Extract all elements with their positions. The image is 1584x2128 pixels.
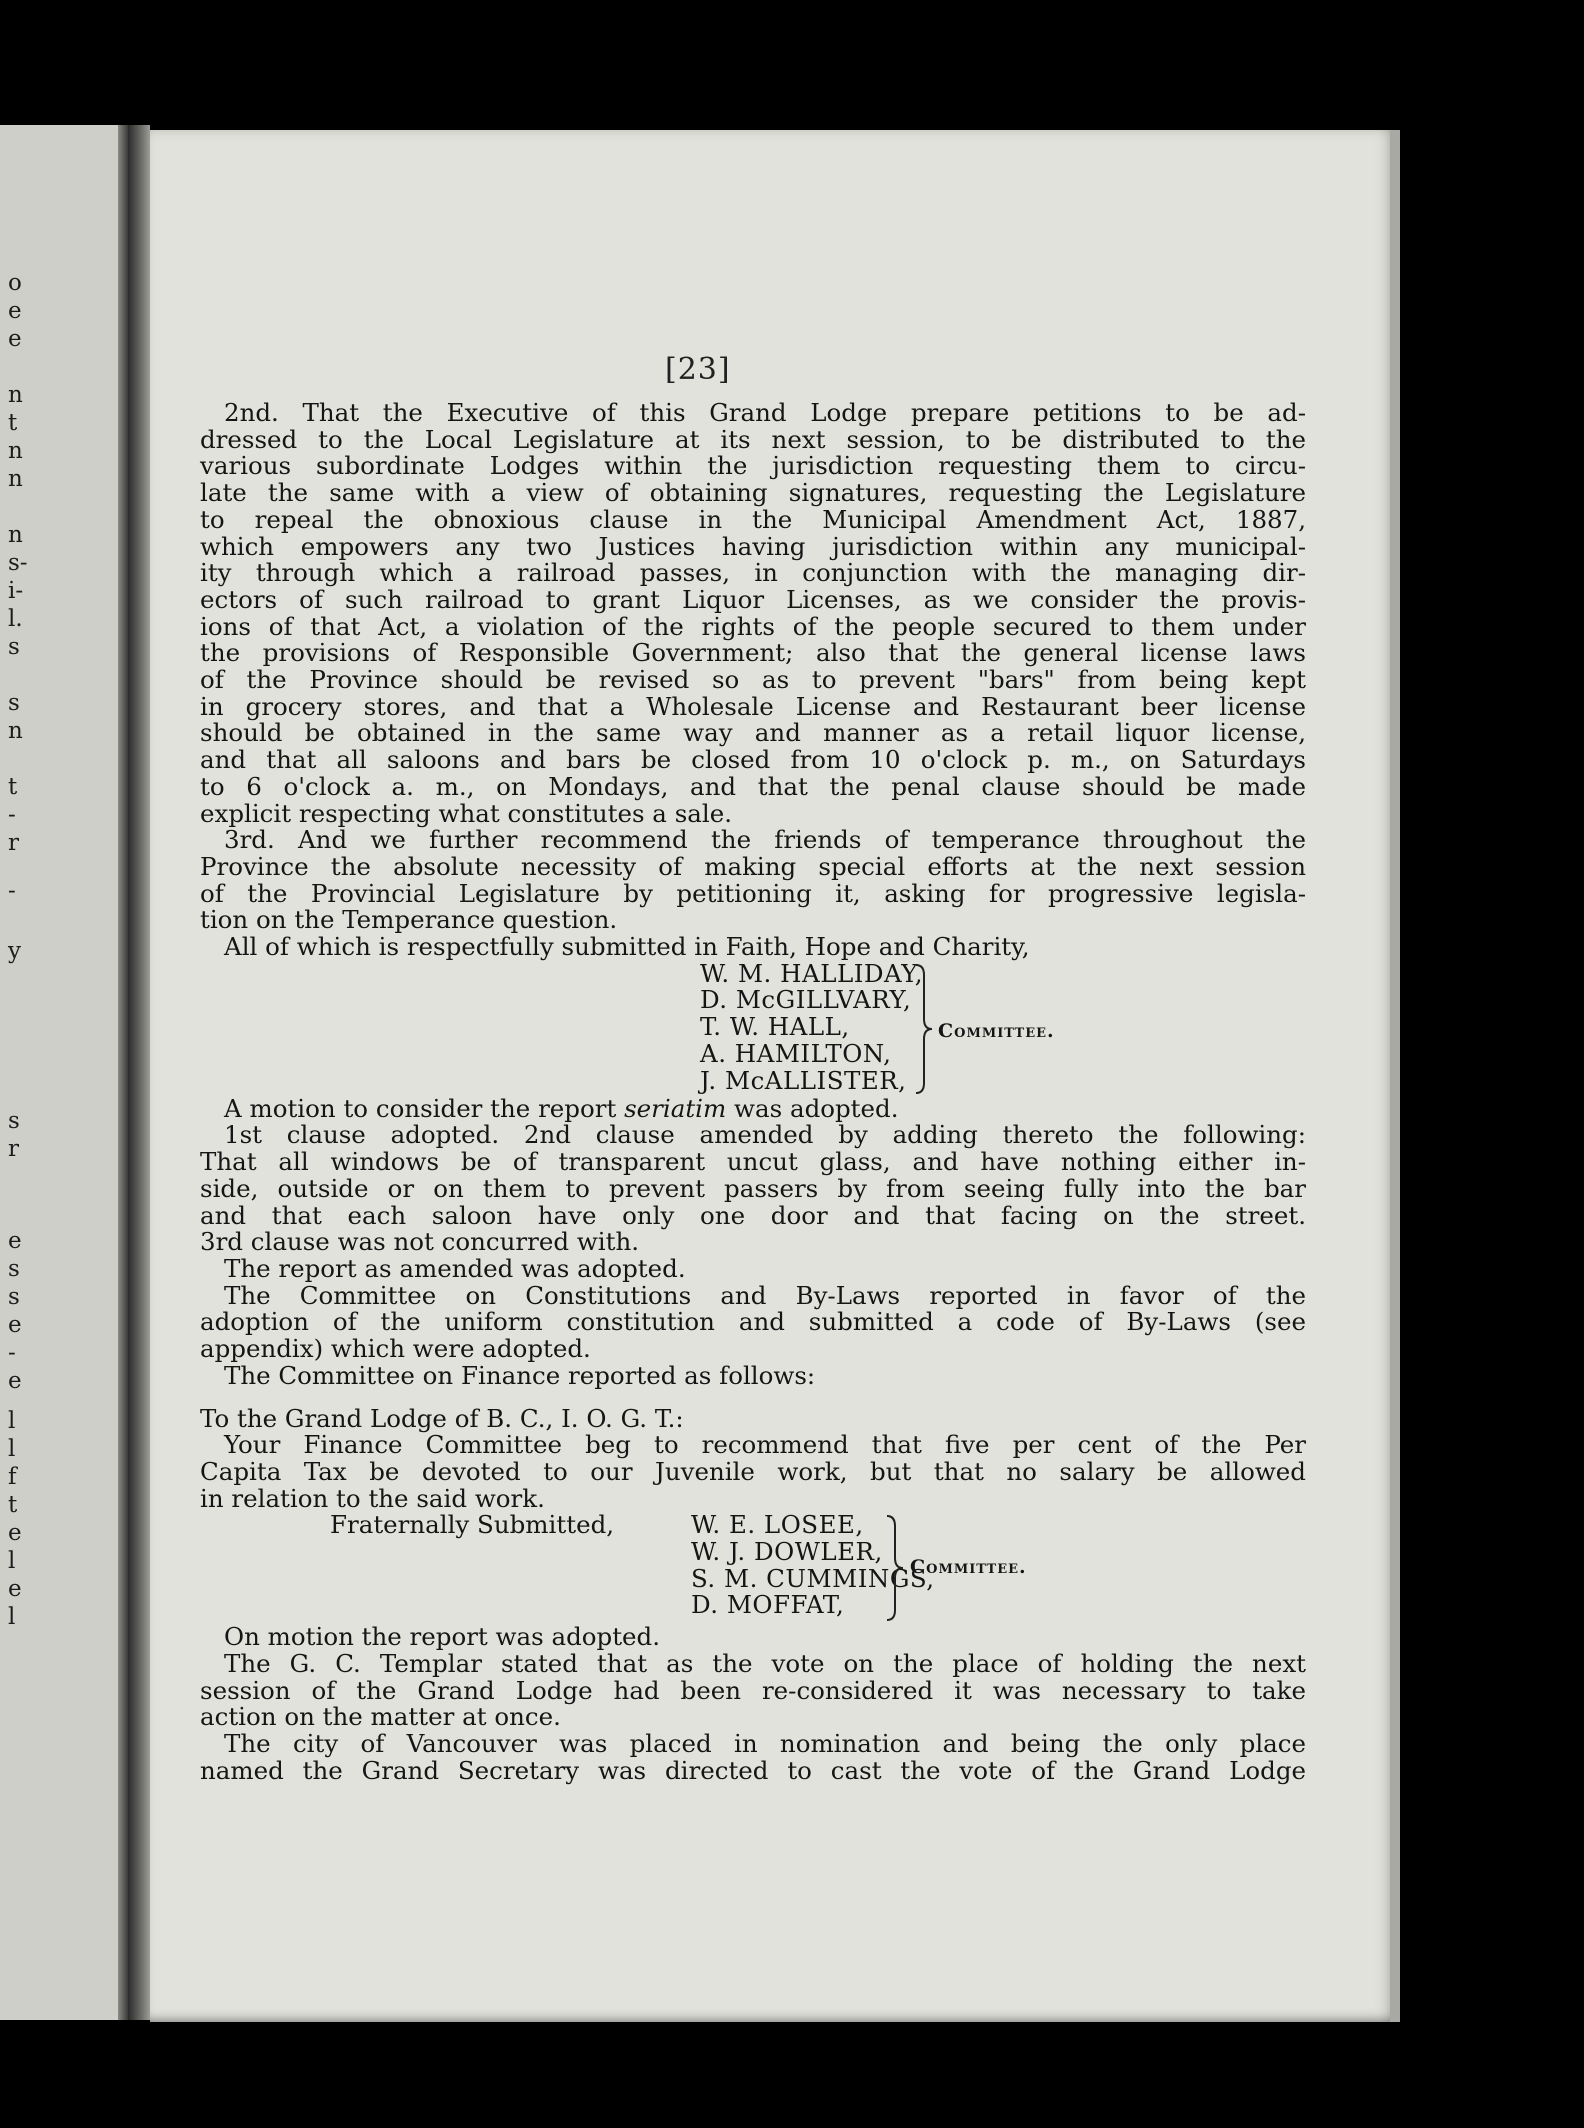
paragraph-templar [200,1651,1306,1731]
left-page-fragment: i- [8,578,24,604]
left-page-fragment: n [8,718,23,744]
left-page-fragment: - [8,802,16,828]
left-page-fragment: t [8,410,18,436]
left-page-fragment: r [8,830,19,856]
document-page [150,130,1400,2022]
left-page-fragment: o [8,270,22,296]
left-page-fragment: l [8,1604,16,1630]
templar-line: session of the Grand Lodge had been re-considered it was necessary to take [200,1675,1306,1705]
committee-member: T. W. HALL, [700,1012,850,1042]
clauses-line: 1st clause adopted. 2nd clause amended by adding thereto the following: [224,1120,1306,1150]
p2-line: of the Province should be revised so as to prevent "bars" from being kept [200,665,1306,695]
submitted-line [200,934,1306,961]
paragraph-finance [200,1432,1306,1512]
committee-member: S. M. CUMMINGS, [691,1563,935,1593]
templar-line: The G. C. Templar stated that as the vote on the place of holding the next [224,1649,1306,1679]
templar-line-last: action on the matter at once. [200,1702,561,1732]
p2-line: to 6 o'clock a. m., on Mondays, and that the penal clause should be made [200,771,1306,801]
motion-line [200,1093,1306,1123]
left-page-fragment: e [8,1312,22,1338]
left-page-margin [0,125,128,2020]
book-gutter [128,125,150,2020]
paragraph-vancouver [200,1731,1306,1784]
left-page-fragment: e [8,1520,22,1546]
left-page-fragment: t [8,1492,18,1518]
p2-line: ions of that Act, a violation of the rights of the people secured to them under [200,611,1306,641]
vancouver-line: named the Grand Secretary was directed to cast the vote of the Grand Lodge [200,1755,1306,1785]
p3-line: Province the absolute necessity of making special efforts at the next session [200,851,1306,881]
paragraph-second-clause [200,400,1306,827]
motion-italic: seriatim [624,1093,727,1123]
committee-signature-block-2 [200,1512,1306,1624]
motion-pre: A motion to consider the report [224,1093,625,1123]
vancouver-line: The city of Vancouver was placed in nomination and being the only place [224,1729,1306,1759]
committee-member: D. McGILLVARY, [700,985,912,1015]
paragraph-clauses [200,1122,1306,1256]
report-adopted-text: The report as amended was adopted. [224,1253,686,1283]
brace-icon [912,963,936,1095]
left-page-fragment: l [8,1436,16,1462]
left-page-fragment: n [8,522,23,548]
p2-line: in grocery stores, and that a Wholesale License and Restaurant beer license [200,691,1306,721]
p2-line: and that all saloons and bars be closed from 10 o'clock p. m., on Saturdays [200,745,1306,775]
p3-line: 3rd. And we further recommend the friends of temperance throughout the [224,825,1306,855]
p3-line: of the Provincial Legislature by petitioning it, asking for progressive legisla- [200,878,1306,908]
finance-line: Your Finance Committee beg to recommend that five per cent of the Per [224,1430,1306,1460]
left-page-fragment: s [8,690,20,716]
report-adopted [200,1253,1306,1283]
p2-line: ectors of such railroad to grant Liquor Licenses, as we consider the provis- [200,584,1306,614]
p2-line: late the same with a view of obtaining signatures, requesting the Legislature [200,478,1306,508]
paragraph-third-clause [200,827,1306,934]
left-page-fragment: e [8,1228,22,1254]
constitutions-line: The Committee on Constitutions and By-Laws reported in favor of the [224,1280,1306,1310]
finance-intro [200,1360,1306,1390]
committee-member: W. J. DOWLER, [691,1537,883,1567]
p2-line: ity through which a railroad passes, in conjunction with the managing dir- [200,558,1306,588]
left-page-fragment: l [8,1408,16,1434]
p2-line: dressed to the Local Legislature at its next session, to be distributed to the [200,424,1306,454]
left-page-fragment: y [8,938,21,964]
left-page-fragment: n [8,438,23,464]
left-page-fragment: s [8,1256,20,1282]
committee-signature-block-1 [700,958,1306,1096]
left-page-fragment: - [8,878,16,904]
committee-label-2: Committee. [910,1556,1027,1579]
committee-member: W. M. HALLIDAY, [700,958,924,988]
motion-post: was adopted. [726,1093,899,1123]
left-page-fragment: - [8,1340,16,1366]
clauses-line-last: 3rd clause was not concurred with. [200,1227,640,1257]
p2-line: the provisions of Responsible Government; also that the general license laws [200,638,1306,668]
left-page-fragment: e [8,326,22,352]
motion-adopted [200,1624,1306,1651]
p2-line: various subordinate Lodges within the jurisdiction requesting them to circu- [200,451,1306,481]
p3-line-last: tion on the Temperance question. [200,905,618,935]
left-page-edge [118,125,128,2020]
left-page-fragment: e [8,1368,22,1394]
finance-line-last: in relation to the said work. [200,1483,545,1513]
clauses-line: and that each saloon have only one door and that facing on the street. [200,1200,1306,1230]
committee-label-1: Committee. [938,1019,1055,1042]
left-page-fragment: e [8,1576,22,1602]
p2-line: which empowers any two Justices having jurisdiction within any municipal- [200,531,1306,561]
brace-icon [883,1514,907,1622]
left-page-fragment: e [8,298,22,324]
page-body [200,400,1306,1785]
page-number: [23] [665,352,731,387]
p2-line-last: explicit respecting what constitutes a sale. [200,798,733,828]
p2-line: 2nd. That the Executive of this Grand Lodge prepare petitions to be ad- [224,398,1306,427]
motion-seriatim [200,1093,1306,1123]
left-page-fragment: s [8,1284,20,1310]
salutation [200,1403,1306,1433]
motion-adopted-text: On motion the report was adopted. [224,1622,661,1652]
paragraph-constitutions [200,1280,1306,1364]
committee-member: J. McALLISTER, [700,1065,907,1095]
left-page-fragment: n [8,382,23,408]
left-page-fragment: l. [8,606,23,632]
left-page-fragment: l [8,1548,16,1574]
left-page-fragment: f [8,1464,17,1490]
committee-names-1 [700,958,924,1095]
constitutions-line: adoption of the uniform constitution and submitted a code of By-Laws (see [200,1307,1306,1337]
left-page-fragment: s [8,634,20,660]
clauses-line: side, outside or on them to prevent passers by from seeing fully into the bar [200,1173,1306,1203]
finance-line: Capita Tax be devoted to our Juvenile work, but that no salary be allowed [200,1456,1306,1486]
fraternally-submitted: Fraternally Submitted, [330,1510,615,1540]
submitted-text: All of which is respectfully submitted in Faith, Hope and Charity, [224,932,1030,962]
left-page-fragment: t [8,774,18,800]
clauses-line: That all windows be of transparent uncut glass, and have nothing either in- [200,1147,1306,1177]
committee-member: A. HAMILTON, [700,1038,892,1068]
left-page-fragment: s [8,1108,20,1134]
p2-line: should be obtained in the same way and manner as a retail liquor license, [200,718,1306,748]
left-page-fragment: s- [8,550,28,576]
committee-member: W. E. LOSEE, [691,1510,864,1540]
left-page-fragment: r [8,1136,19,1162]
salutation-text: To the Grand Lodge of B. C., I. O. G. T.: [200,1403,684,1433]
constitutions-line-last: appendix) which were adopted. [200,1334,591,1364]
finance-intro-text: The Committee on Finance reported as follows: [224,1360,816,1390]
p2-line: to repeal the obnoxious clause in the Municipal Amendment Act, 1887, [200,504,1306,534]
committee-member: D. MOFFAT, [691,1590,845,1620]
left-page-fragment: n [8,466,23,492]
